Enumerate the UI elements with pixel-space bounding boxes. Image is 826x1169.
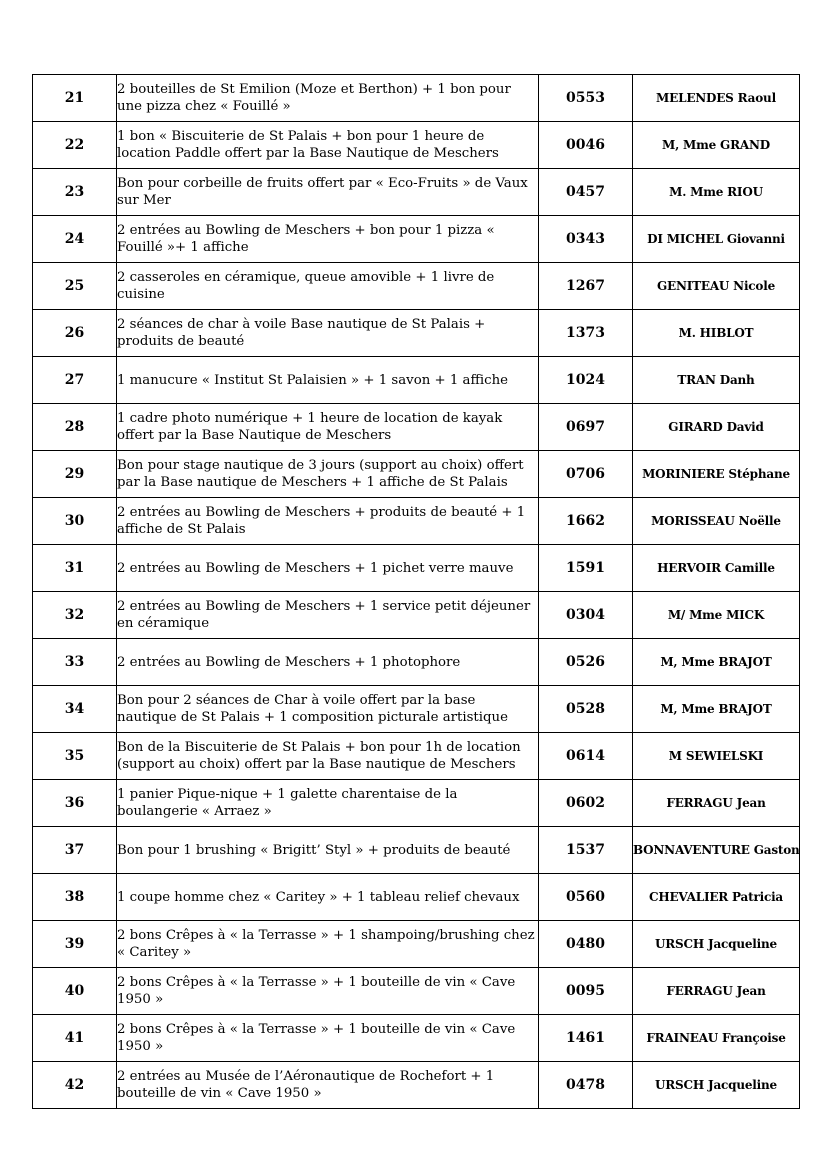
table-row — [33, 827, 800, 874]
lot-number: 36 — [33, 780, 117, 827]
lot-number: 33 — [33, 639, 117, 686]
lot-number: 21 — [33, 75, 117, 122]
prize-description: 1 bon « Biscuiterie de St Palais + bon pour 1 heure de location Paddle offert par la Base Nautique de Meschers — [117, 122, 539, 169]
lot-number: 26 — [33, 310, 117, 357]
ticket-number: 0528 — [539, 686, 633, 733]
lot-number: 24 — [33, 216, 117, 263]
table-row — [33, 639, 800, 686]
table-row — [33, 75, 800, 122]
table-row — [33, 451, 800, 498]
prize-description: 2 entrées au Bowling de Meschers + bon pour 1 pizza « Fouillé »+ 1 affiche — [117, 216, 539, 263]
winner-name: URSCH Jacqueline — [633, 1062, 800, 1109]
prize-description: 2 entrées au Bowling de Meschers + 1 service petit déjeuner en céramique — [117, 592, 539, 639]
prize-description: 2 entrées au Musée de l’Aéronautique de Rochefort + 1 bouteille de vin « Cave 1950 » — [117, 1062, 539, 1109]
ticket-number: 1024 — [539, 357, 633, 404]
lot-number: 42 — [33, 1062, 117, 1109]
lot-number: 34 — [33, 686, 117, 733]
lot-number: 40 — [33, 968, 117, 1015]
winner-name: FERRAGU Jean — [633, 968, 800, 1015]
table-row — [33, 921, 800, 968]
winner-name: HERVOIR Camille — [633, 545, 800, 592]
table-row — [33, 169, 800, 216]
prize-description: 2 entrées au Bowling de Meschers + produits de beauté + 1 affiche de St Palais — [117, 498, 539, 545]
table-row — [33, 592, 800, 639]
ticket-number: 1373 — [539, 310, 633, 357]
lot-number: 41 — [33, 1015, 117, 1062]
prize-description: 2 entrées au Bowling de Meschers + 1 photophore — [117, 639, 539, 686]
ticket-number: 0095 — [539, 968, 633, 1015]
prize-description: 1 coupe homme chez « Caritey » + 1 tableau relief chevaux — [117, 874, 539, 921]
lot-number: 22 — [33, 122, 117, 169]
prize-table — [32, 74, 800, 1109]
ticket-number: 0526 — [539, 639, 633, 686]
winner-name: M. Mme RIOU — [633, 169, 800, 216]
table-row — [33, 310, 800, 357]
table-row — [33, 404, 800, 451]
winner-name: URSCH Jacqueline — [633, 921, 800, 968]
table-row — [33, 733, 800, 780]
lot-number: 35 — [33, 733, 117, 780]
winner-name: MORINIERE Stéphane — [633, 451, 800, 498]
table-row — [33, 874, 800, 921]
prize-table-body — [33, 75, 800, 1109]
winner-name: M, Mme BRAJOT — [633, 686, 800, 733]
table-row — [33, 357, 800, 404]
table-row — [33, 968, 800, 1015]
prize-description: Bon pour 1 brushing « Brigitt’ Styl » + produits de beauté — [117, 827, 539, 874]
ticket-number: 1461 — [539, 1015, 633, 1062]
prize-description: 2 bouteilles de St Emilion (Moze et Berthon) + 1 bon pour une pizza chez « Fouillé » — [117, 75, 539, 122]
winner-name: GENITEAU Nicole — [633, 263, 800, 310]
lot-number: 23 — [33, 169, 117, 216]
lot-number: 37 — [33, 827, 117, 874]
ticket-number: 0046 — [539, 122, 633, 169]
prize-description: Bon pour corbeille de fruits offert par « Eco-Fruits » de Vaux sur Mer — [117, 169, 539, 216]
lot-number: 25 — [33, 263, 117, 310]
prize-description: Bon de la Biscuiterie de St Palais + bon pour 1h de location (support au choix) offert par la Base nautique de Meschers — [117, 733, 539, 780]
winner-name: FRAINEAU Françoise — [633, 1015, 800, 1062]
prize-description: 2 bons Crêpes à « la Terrasse » + 1 shampoing/brushing chez « Caritey » — [117, 921, 539, 968]
winner-name: M SEWIELSKI — [633, 733, 800, 780]
prize-description: 2 séances de char à voile Base nautique de St Palais + produits de beauté — [117, 310, 539, 357]
prize-description: 2 bons Crêpes à « la Terrasse » + 1 bouteille de vin « Cave 1950 » — [117, 968, 539, 1015]
ticket-number: 1537 — [539, 827, 633, 874]
lot-number: 39 — [33, 921, 117, 968]
lot-number: 28 — [33, 404, 117, 451]
table-row — [33, 686, 800, 733]
table-row — [33, 545, 800, 592]
prize-description: 1 manucure « Institut St Palaisien » + 1 savon + 1 affiche — [117, 357, 539, 404]
lot-number: 32 — [33, 592, 117, 639]
table-row — [33, 498, 800, 545]
ticket-number: 0304 — [539, 592, 633, 639]
ticket-number: 0697 — [539, 404, 633, 451]
table-row — [33, 216, 800, 263]
prize-description: 1 cadre photo numérique + 1 heure de location de kayak offert par la Base Nautique de Meschers — [117, 404, 539, 451]
table-row — [33, 1015, 800, 1062]
prize-description: 1 panier Pique-nique + 1 galette charentaise de la boulangerie « Arraez » — [117, 780, 539, 827]
ticket-number: 0553 — [539, 75, 633, 122]
prize-description: 2 entrées au Bowling de Meschers + 1 pichet verre mauve — [117, 545, 539, 592]
winner-name: M/ Mme MICK — [633, 592, 800, 639]
table-row — [33, 1062, 800, 1109]
lot-number: 27 — [33, 357, 117, 404]
lot-number: 38 — [33, 874, 117, 921]
winner-name: M. HIBLOT — [633, 310, 800, 357]
lot-number: 29 — [33, 451, 117, 498]
winner-name: M, Mme BRAJOT — [633, 639, 800, 686]
table-row — [33, 780, 800, 827]
ticket-number: 0602 — [539, 780, 633, 827]
winner-name: BONNAVENTURE Gaston — [633, 827, 800, 874]
ticket-number: 1591 — [539, 545, 633, 592]
winner-name: CHEVALIER Patricia — [633, 874, 800, 921]
ticket-number: 0478 — [539, 1062, 633, 1109]
lot-number: 30 — [33, 498, 117, 545]
ticket-number: 1267 — [539, 263, 633, 310]
table-row — [33, 122, 800, 169]
winner-name: M, Mme GRAND — [633, 122, 800, 169]
ticket-number: 0343 — [539, 216, 633, 263]
winner-name: FERRAGU Jean — [633, 780, 800, 827]
prize-description: 2 bons Crêpes à « la Terrasse » + 1 bouteille de vin « Cave 1950 » — [117, 1015, 539, 1062]
lot-number: 31 — [33, 545, 117, 592]
ticket-number: 1662 — [539, 498, 633, 545]
ticket-number: 0457 — [539, 169, 633, 216]
prize-description: Bon pour 2 séances de Char à voile offert par la base nautique de St Palais + 1 composition picturale artistique — [117, 686, 539, 733]
ticket-number: 0614 — [539, 733, 633, 780]
ticket-number: 0560 — [539, 874, 633, 921]
winner-name: DI MICHEL Giovanni — [633, 216, 800, 263]
prize-description: Bon pour stage nautique de 3 jours (support au choix) offert par la Base nautique de Meschers + 1 affiche de St Palais — [117, 451, 539, 498]
table-row — [33, 263, 800, 310]
winner-name: GIRARD David — [633, 404, 800, 451]
winner-name: MELENDES Raoul — [633, 75, 800, 122]
ticket-number: 0480 — [539, 921, 633, 968]
winner-name: MORISSEAU Noëlle — [633, 498, 800, 545]
winner-name: TRAN Danh — [633, 357, 800, 404]
ticket-number: 0706 — [539, 451, 633, 498]
prize-description: 2 casseroles en céramique, queue amovible + 1 livre de cuisine — [117, 263, 539, 310]
